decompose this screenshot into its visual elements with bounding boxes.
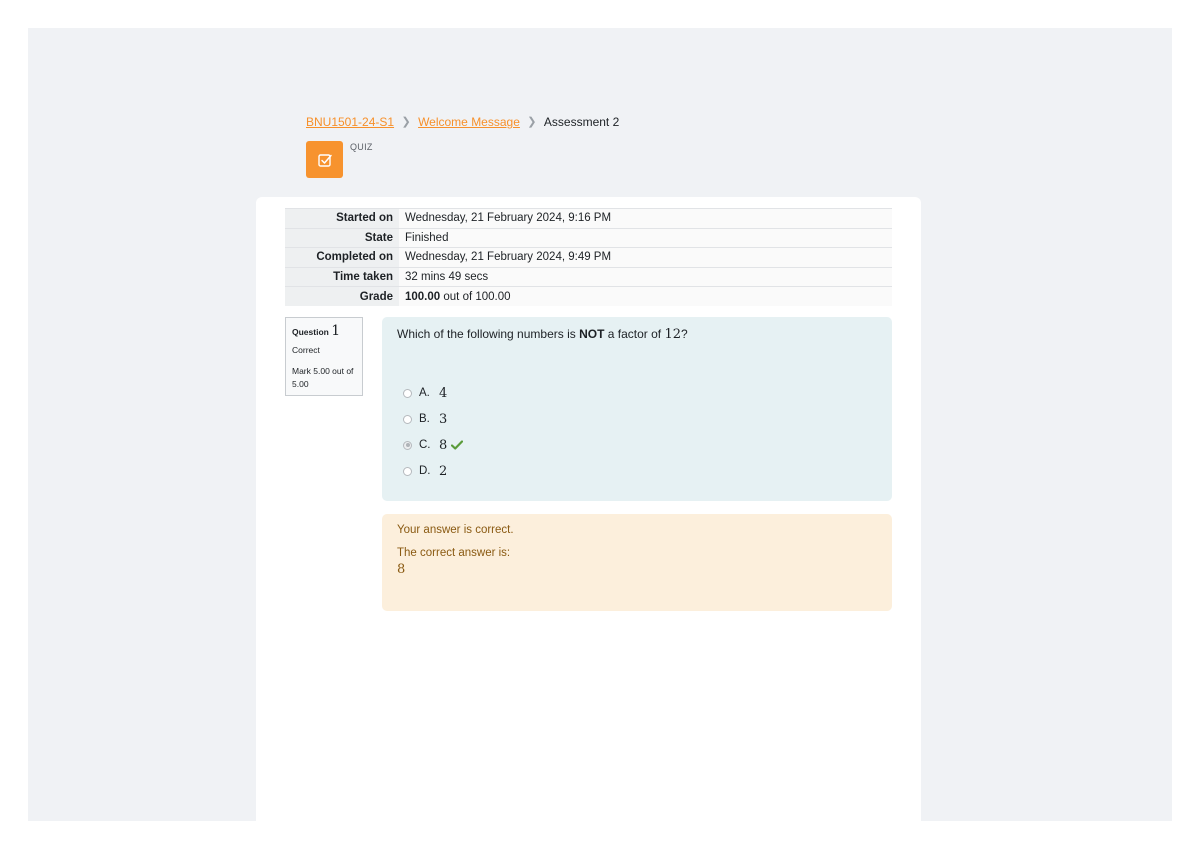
radio-button[interactable] <box>403 467 412 476</box>
breadcrumb-section-link[interactable]: Welcome Message <box>418 115 520 129</box>
question-number: 1 <box>331 323 341 339</box>
summary-row-grade <box>285 287 892 306</box>
activity-type-label: QUIZ <box>350 142 373 152</box>
radio-button[interactable] <box>403 389 412 398</box>
grade-score: 100.00 <box>405 290 441 303</box>
answer-option-a[interactable] <box>403 385 447 401</box>
chevron-right-icon: ❯ <box>401 116 411 128</box>
completed-on-label: Completed on <box>285 248 399 268</box>
summary-row-state <box>285 228 892 248</box>
answer-option-d[interactable] <box>403 463 447 479</box>
question-info-box <box>285 317 363 396</box>
breadcrumb <box>306 115 619 129</box>
started-on-value: Wednesday, 21 February 2024, 9:16 PM <box>399 209 892 229</box>
option-value: 4 <box>439 385 448 401</box>
question-text-part: a factor of <box>604 327 665 341</box>
time-taken-value: 32 mins 49 secs <box>399 267 892 287</box>
quiz-checkbox-icon <box>306 141 343 178</box>
summary-row-started <box>285 209 892 229</box>
question-text-part: Which of the following numbers is <box>397 327 580 341</box>
option-value: 3 <box>439 411 448 427</box>
question-label: Question <box>292 327 329 337</box>
summary-row-completed <box>285 248 892 268</box>
breadcrumb-course-link[interactable]: BNU1501-24-S1 <box>306 115 395 129</box>
question-formulation <box>382 317 892 501</box>
option-letter: B. <box>419 413 430 425</box>
completed-on-value: Wednesday, 21 February 2024, 9:49 PM <box>399 248 892 268</box>
feedback-result: Your answer is correct. <box>397 524 514 536</box>
answer-option-c[interactable] <box>403 437 463 453</box>
answer-option-b[interactable] <box>403 411 447 427</box>
question-text <box>397 327 688 342</box>
grade-total: out of 100.00 <box>440 290 511 303</box>
grade-label: Grade <box>285 287 399 306</box>
option-value: 8 <box>439 437 448 453</box>
option-value: 2 <box>439 463 448 479</box>
question-text-emphasis: NOT <box>579 327 605 341</box>
question-state: Correct <box>292 345 320 355</box>
breadcrumb-current: Assessment 2 <box>543 115 620 129</box>
time-taken-label: Time taken <box>285 267 399 287</box>
attempt-summary-table <box>285 208 892 306</box>
question-text-math: 12 <box>664 327 682 342</box>
question-feedback <box>382 514 892 611</box>
radio-button[interactable] <box>403 415 412 424</box>
started-on-label: Started on <box>285 209 399 229</box>
state-value: Finished <box>399 228 892 248</box>
summary-row-time <box>285 267 892 287</box>
correct-answer-value: 8 <box>397 562 406 577</box>
question-text-part: ? <box>681 327 688 341</box>
state-label: State <box>285 228 399 248</box>
chevron-right-icon: ❯ <box>527 116 537 128</box>
option-letter: C. <box>419 439 431 451</box>
grade-value <box>399 287 892 306</box>
correct-check-icon <box>451 440 463 450</box>
option-letter: A. <box>419 387 430 399</box>
option-letter: D. <box>419 465 431 477</box>
question-mark: Mark 5.00 out of 5.00 <box>292 366 354 389</box>
correct-answer-label: The correct answer is: <box>397 547 511 559</box>
radio-button-selected[interactable] <box>403 441 412 450</box>
